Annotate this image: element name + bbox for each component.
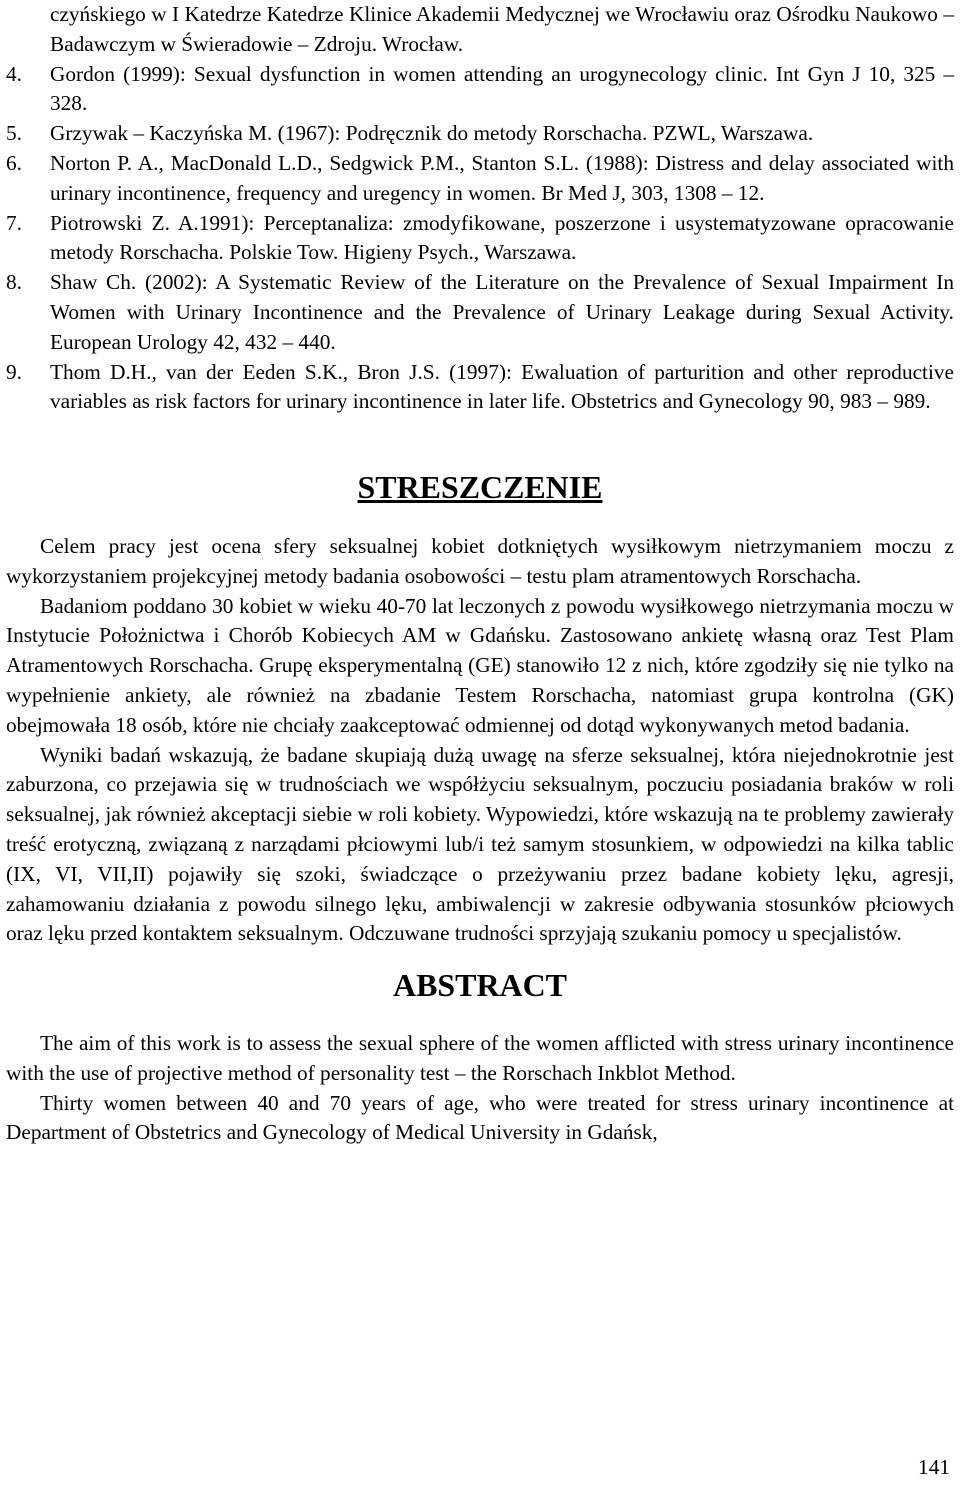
document-page (6, 0, 954, 1148)
reference-number: 9. (6, 359, 22, 384)
reference-item (6, 209, 954, 269)
reference-number: 4. (6, 61, 22, 86)
reference-text: Gordon (1999): Sexual dysfunction in women attending an urogynecology clinic. Int Gyn J 10, 325 – 328. (50, 61, 954, 116)
reference-item (6, 358, 954, 418)
abstract-heading: ABSTRACT (393, 968, 567, 1004)
reference-number: 8. (6, 270, 22, 295)
reference-item (6, 268, 954, 357)
reference-item (6, 60, 954, 120)
reference-text: Norton P. A., MacDonald L.D., Sedgwick P.M., Stanton S.L. (1988): Distress and delay associated with urinary incontinence, frequency and uregency in women. Br Med J, 303, 1308 – 12. (50, 150, 954, 205)
reference-text: Shaw Ch. (2002): A Systematic Review of the Literature on the Prevalence of Sexual Impairment In Women with Urinary Incontinence and the Prevalence of Urinary Leakage during Sexual Activity. European Urology 42, 432 – 440. (50, 270, 954, 354)
abstract-paragraph: The aim of this work is to assess the sexual sphere of the women afflicted with stress urinary incontinence with the use of projective method of personality test – the Rorschach Inkblot Method. (6, 1030, 954, 1085)
reference-number: 5. (6, 121, 22, 146)
reference-item (6, 119, 954, 149)
reference-item (6, 149, 954, 209)
streszczenie-section (6, 532, 954, 949)
streszczenie-paragraph: Badaniom poddano 30 kobiet w wieku 40-70 lat leczonych z powodu wysiłkowego nietrzymania moczu w Instytucie Położnictwa i Chorób Kobiecych AM w Gdańsku. Zastosowano ankietę własną oraz Test Plam Atramentowych Rorschacha. Grupę eksperymentalną (GE) stanowiło 12 z nich, które zgodziły się nie tylko na wypełnienie ankiety, ale również na zbadanie Testem Rorschacha, natomiast grupa kontrolna (GK) obejmowała 18 osób, które nie chciały zaakceptować odmiennej od dotąd wykonywanych metod badania. (6, 593, 954, 737)
abstract-paragraph: Thirty women between 40 and 70 years of age, who were treated for stress urinary incontinence at Department of Obstetrics and Gynecology of Medical University in Gdańsk, (6, 1090, 954, 1145)
abstract-section (6, 1029, 954, 1148)
reference-list (6, 60, 954, 418)
reference-continuation: czyńskiego w I Katedrze Katedrze Klinice Akademii Medycznej we Wrocławiu oraz Ośrodku Naukowo – Badawczym w Świeradowie – Zdroju. Wrocław. (50, 2, 954, 56)
reference-number: 6. (6, 150, 22, 175)
reference-text: Grzywak – Kaczyńska M. (1967): Podręcznik do metody Rorschacha. PZWL, Warszawa. (50, 121, 814, 146)
streszczenie-paragraph: Celem pracy jest ocena sfery seksualnej kobiet dotkniętych wysiłkowym nietrzymaniem moczu z wykorzystaniem projekcyjnej metody badania osobowości – testu plam atramentowych Rorschacha. (6, 533, 954, 588)
page-number: 141 (918, 1455, 950, 1479)
reference-text: Thom D.H., van der Eeden S.K., Bron J.S. (1997): Ewaluation of parturition and other reproductive variables as risk factors for urinary incontinence in later life. Obstetrics and Gynecology 90, 983 – 989. (50, 359, 954, 414)
reference-text: Piotrowski Z. A.1991): Perceptanaliza: zmodyfikowane, poszerzone i usystematyzowane opracowanie metody Rorschacha. Polskie Tow. Higieny Psych., Warszawa. (50, 210, 954, 265)
streszczenie-heading: STRESZCZENIE (357, 470, 603, 506)
reference-number: 7. (6, 210, 22, 235)
streszczenie-paragraph: Wyniki badań wskazują, że badane skupiają dużą uwagę na sferze seksualnej, która niejednokrotnie jest zaburzona, co przejawia się w trudnościach we współżyciu seksualnym, poczuciu posiadania braków w roli seksualnej, jak również akceptacji siebie w roli kobiety. Wypowiedzi, które wskazują na te problemy zawierały treść erotyczną, związaną z narządami płciowymi lub/i też samym stosunkiem, w odpowiedzi na kilka tablic (IX, VI, VII,II) pojawiły się szoki, świadczące o przeżywaniu przez badane kobiety lęku, agresji, zahamowaniu działania z powodu silnego lęku, ambiwalencji w zakresie odbywania stosunków płciowych oraz lęku przed kontaktem seksualnym. Odczuwane trudności sprzyjają szukaniu pomocy u specjalistów. (6, 742, 954, 946)
